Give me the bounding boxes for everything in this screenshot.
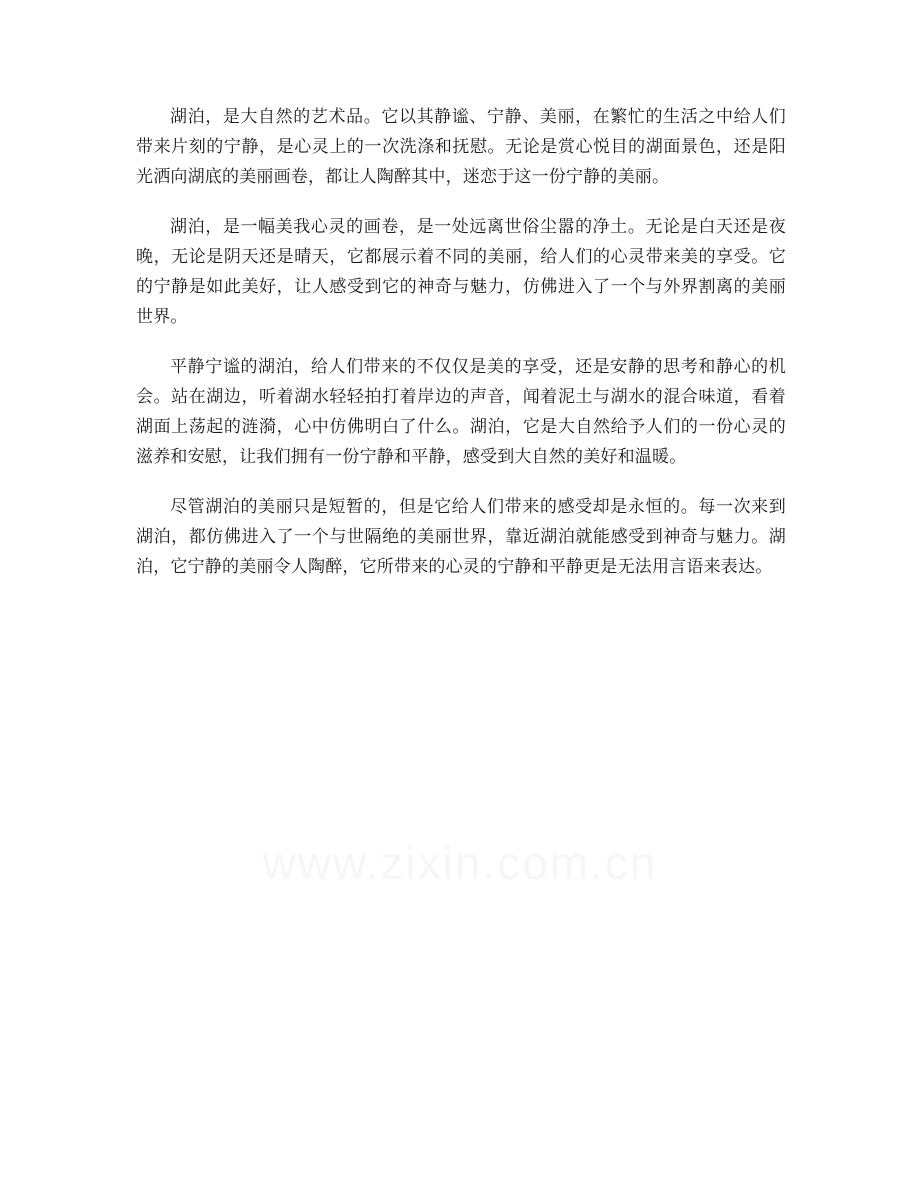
watermark xyxy=(0,836,920,890)
paragraph-4: 尽管湖泊的美丽只是短暂的，但是它给人们带来的感受却是永恒的。每一次来到湖泊，都仿佛进入了一个与世隔绝的美丽世界，靠近湖泊就能感受到神奇与魅力。湖泊，它宁静的美丽令人陶醉，它所带来的心灵的宁静和平静更是无法用言语来表达。 xyxy=(136,497,786,577)
document-page xyxy=(136,102,786,602)
paragraph-2: 湖泊，是一幅美我心灵的画卷，是一处远离世俗尘嚣的净土。无论是白天还是夜晚，无论是阴天还是晴天，它都展示着不同的美丽，给人们的心灵带来美的享受。它的宁静是如此美好，让人感受到它的神奇与魅力，仿佛进入了一个与外界割离的美丽世界。 xyxy=(136,217,786,327)
paragraph-3: 平静宁谧的湖泊，给人们带来的不仅仅是美的享受，还是安静的思考和静心的机会。站在湖边，听着湖水轻轻拍打着岸边的声音，闻着泥土与湖水的混合味道，看着湖面上荡起的涟漪，心中仿佛明白了什么。湖泊，它是大自然给予人们的一份心灵的滋养和安慰，让我们拥有一份宁静和平静，感受到大自然的美好和温暖。 xyxy=(136,357,786,467)
paragraph-1: 湖泊，是大自然的艺术品。它以其静谧、宁静、美丽，在繁忙的生活之中给人们带来片刻的宁静，是心灵上的一次洗涤和抚慰。无论是赏心悦目的湖面景色，还是阳光洒向湖底的美丽画卷，都让人陶醉其中，迷恋于这一份宁静的美丽。 xyxy=(136,107,786,187)
